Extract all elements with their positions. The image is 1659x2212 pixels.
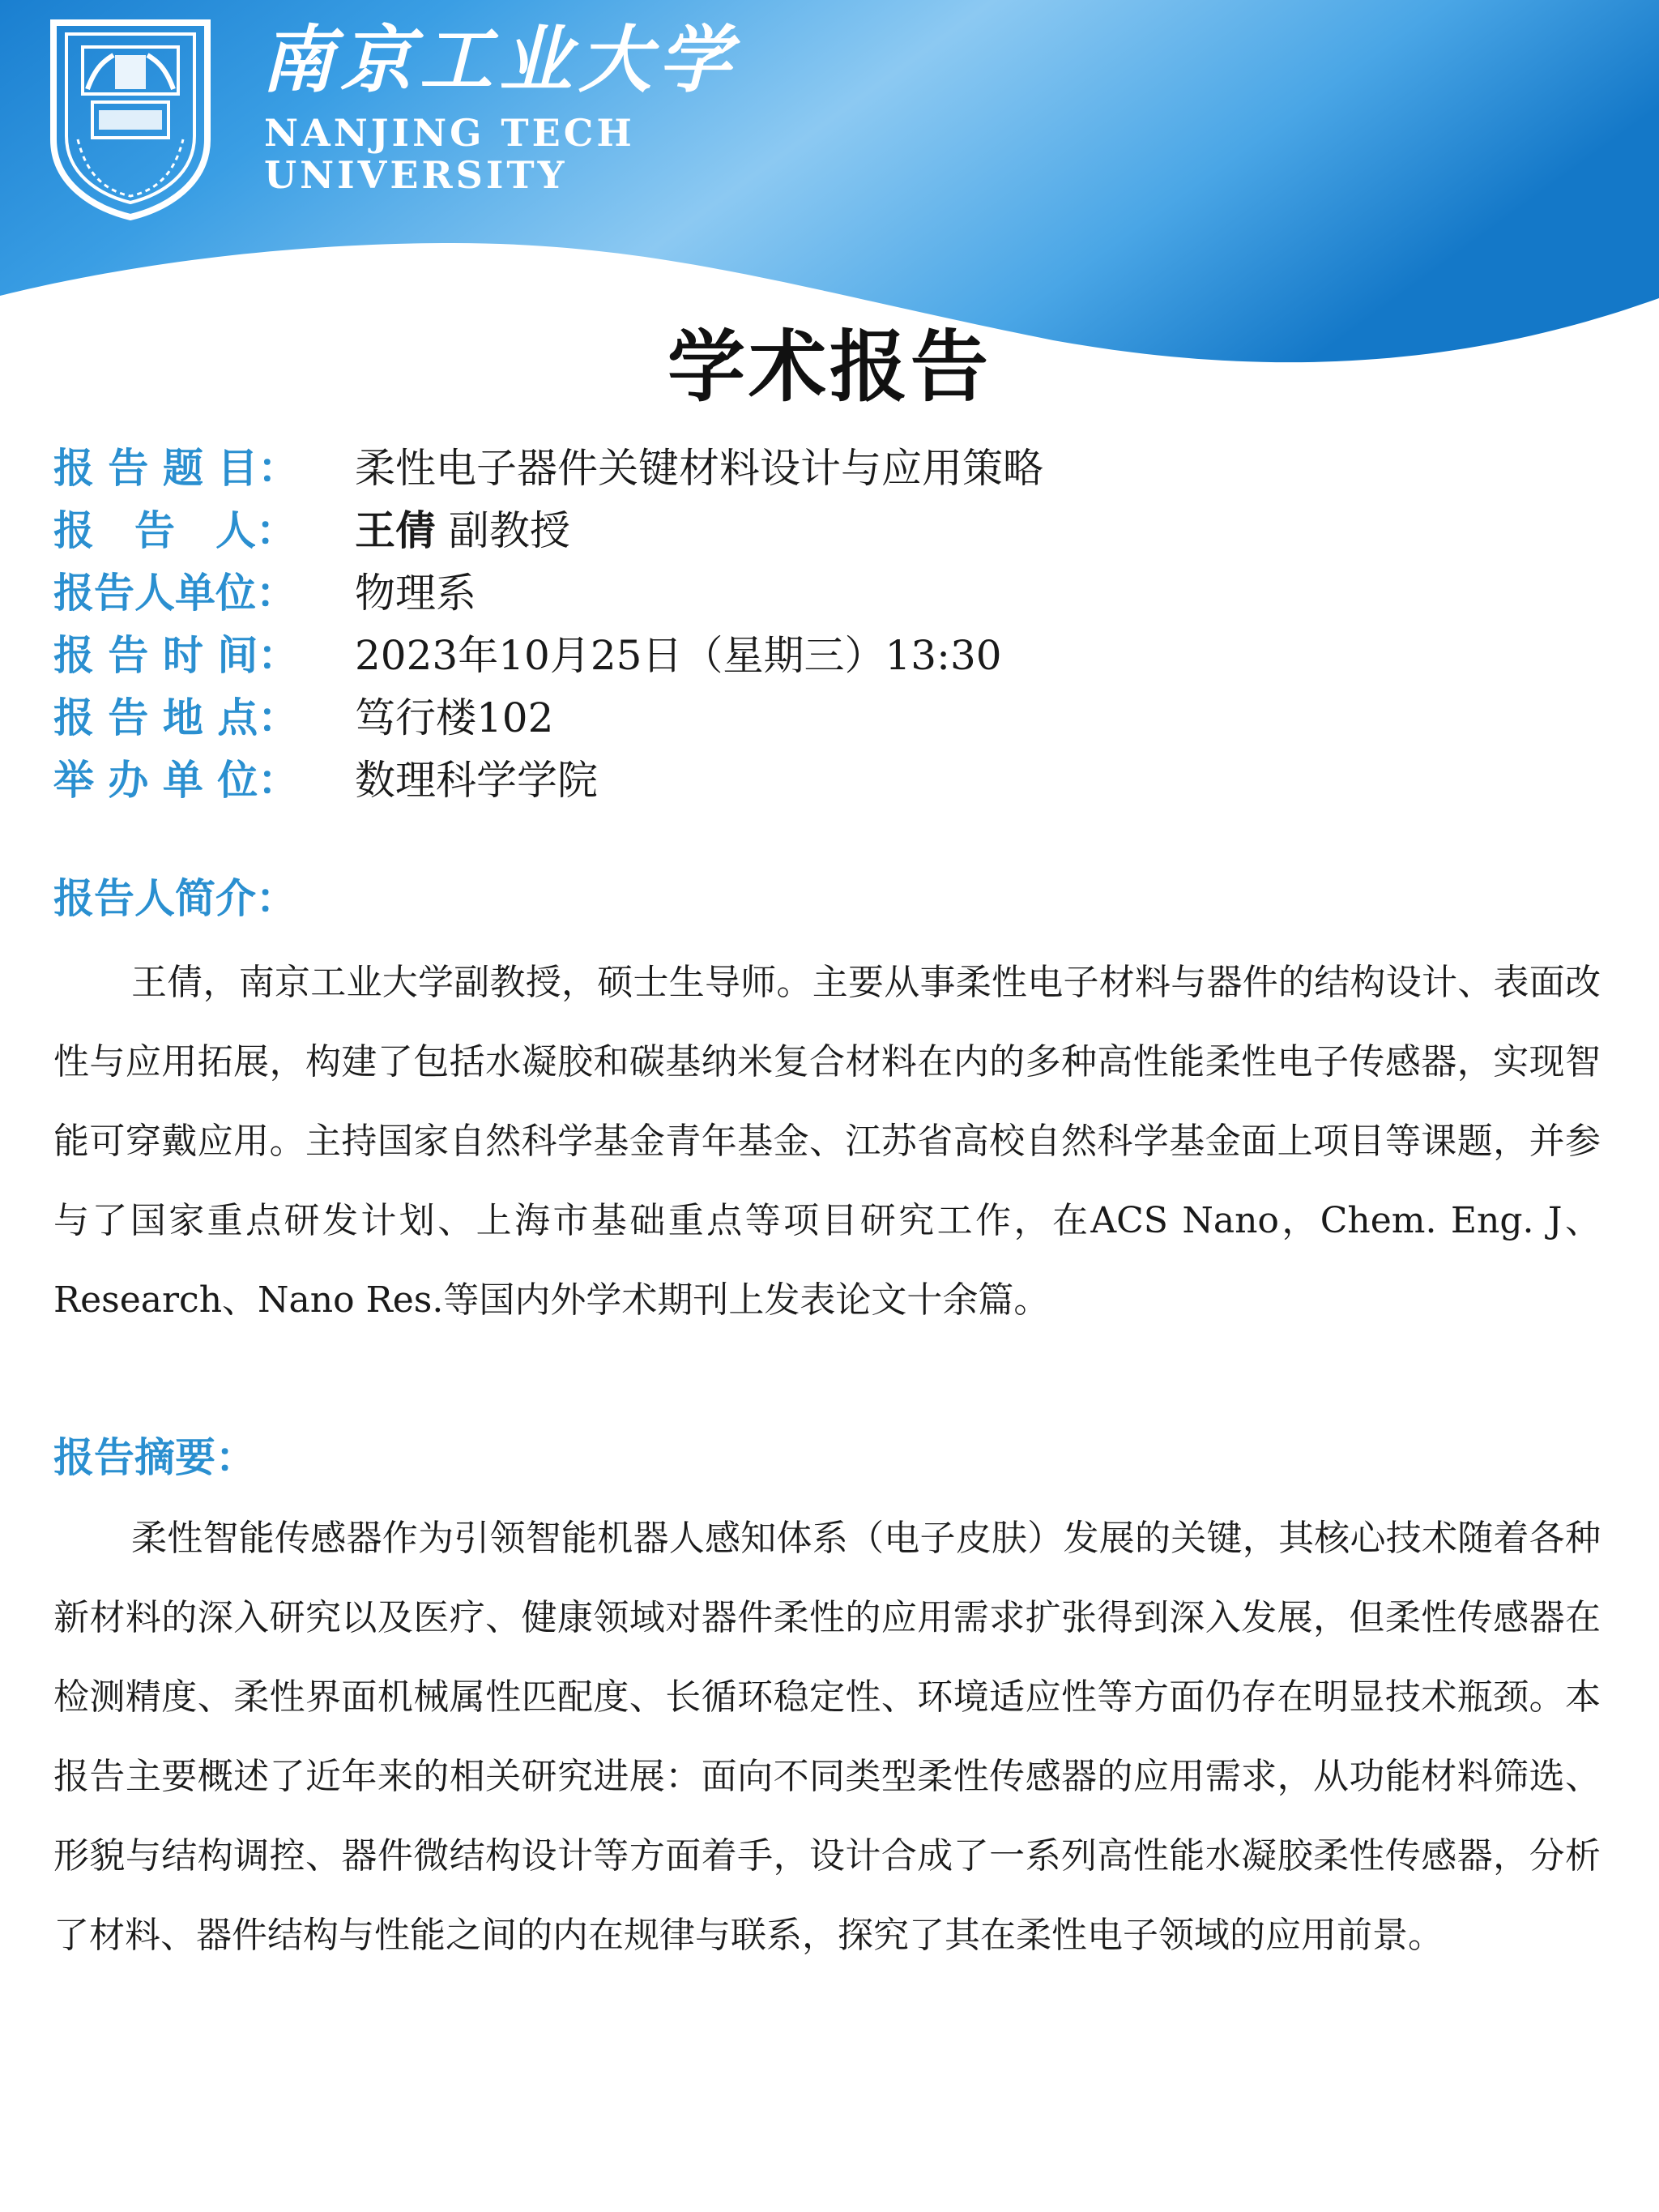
time-label: 报 告 时 间：	[53, 631, 299, 679]
speaker-name: 王倩	[355, 506, 436, 554]
host-label: 举 办 单 位：	[53, 756, 299, 804]
abstract-heading: 报告摘要：	[53, 1434, 256, 1481]
university-emblem-icon	[45, 18, 215, 220]
speaker-value	[355, 498, 570, 557]
info-row-topic	[53, 433, 1043, 496]
speaker-rank: 副教授	[436, 506, 570, 554]
banner-wave	[0, 0, 1659, 362]
topic-value: 柔性电子器件关键材料设计与应用策略	[355, 444, 1043, 492]
bio-heading: 报告人简介：	[53, 875, 296, 922]
bio-paragraph: 王倩，南京工业大学副教授，硕士生导师。主要从事柔性电子材料与器件的结构设计、表面改性与应用拓展，构建了包括水凝胶和碳基纳米复合材料在内的多种高性能柔性电子传感器，实现智能可穿戴应用。主持国家自然科学基金青年基金、江苏省高校自然科学基金面上项目等课题，并参与了国家重点研发计划、上海市基础重点等项目研究工作，在ACS Nano，Chem. Eng. J、Research、Nano Res.等国内外学术期刊上发表论文十余篇。	[53, 962, 1601, 1321]
university-name-cn: 南京工业大学	[261, 17, 737, 103]
topic-label: 报 告 题 目：	[53, 444, 299, 492]
info-row-unit	[53, 558, 1043, 621]
info-row-host	[53, 745, 1043, 808]
university-name-en-line1: NANJING TECH	[264, 111, 635, 155]
unit-value: 物理系	[355, 569, 476, 617]
place-value: 笃行楼102	[355, 694, 554, 741]
university-name-en-line2: UNIVERSITY	[264, 153, 568, 197]
document-title: 学术报告	[667, 322, 992, 412]
speaker-label: 报 告 人：	[53, 506, 296, 554]
university-name-en	[264, 112, 635, 196]
place-label: 报 告 地 点：	[53, 694, 299, 741]
unit-label: 报告人单位：	[53, 569, 296, 617]
host-value: 数理科学学院	[355, 756, 598, 804]
time-value: 2023年10月25日（星期三）13:30	[355, 631, 1002, 679]
info-row-time	[53, 621, 1043, 683]
report-info-list	[53, 433, 1043, 808]
info-row-place	[53, 683, 1043, 745]
info-row-speaker	[53, 496, 1043, 558]
abstract-paragraph: 柔性智能传感器作为引领智能机器人感知体系（电子皮肤）发展的关键，其核心技术随着各种新材料的深入研究以及医疗、健康领域对器件柔性的应用需求扩张得到深入发展，但柔性传感器在检测精度、柔性界面机械属性匹配度、长循环稳定性、环境适应性等方面仍存在明显技术瓶颈。本报告主要概述了近年来的相关研究进展：面向不同类型柔性传感器的应用需求，从功能材料筛选、形貌与结构调控、器件微结构设计等方面着手，设计合成了一系列高性能水凝胶柔性传感器，分析了材料、器件结构与性能之间的内在规律与联系，探究了其在柔性电子领域的应用前景。	[53, 1518, 1601, 1956]
